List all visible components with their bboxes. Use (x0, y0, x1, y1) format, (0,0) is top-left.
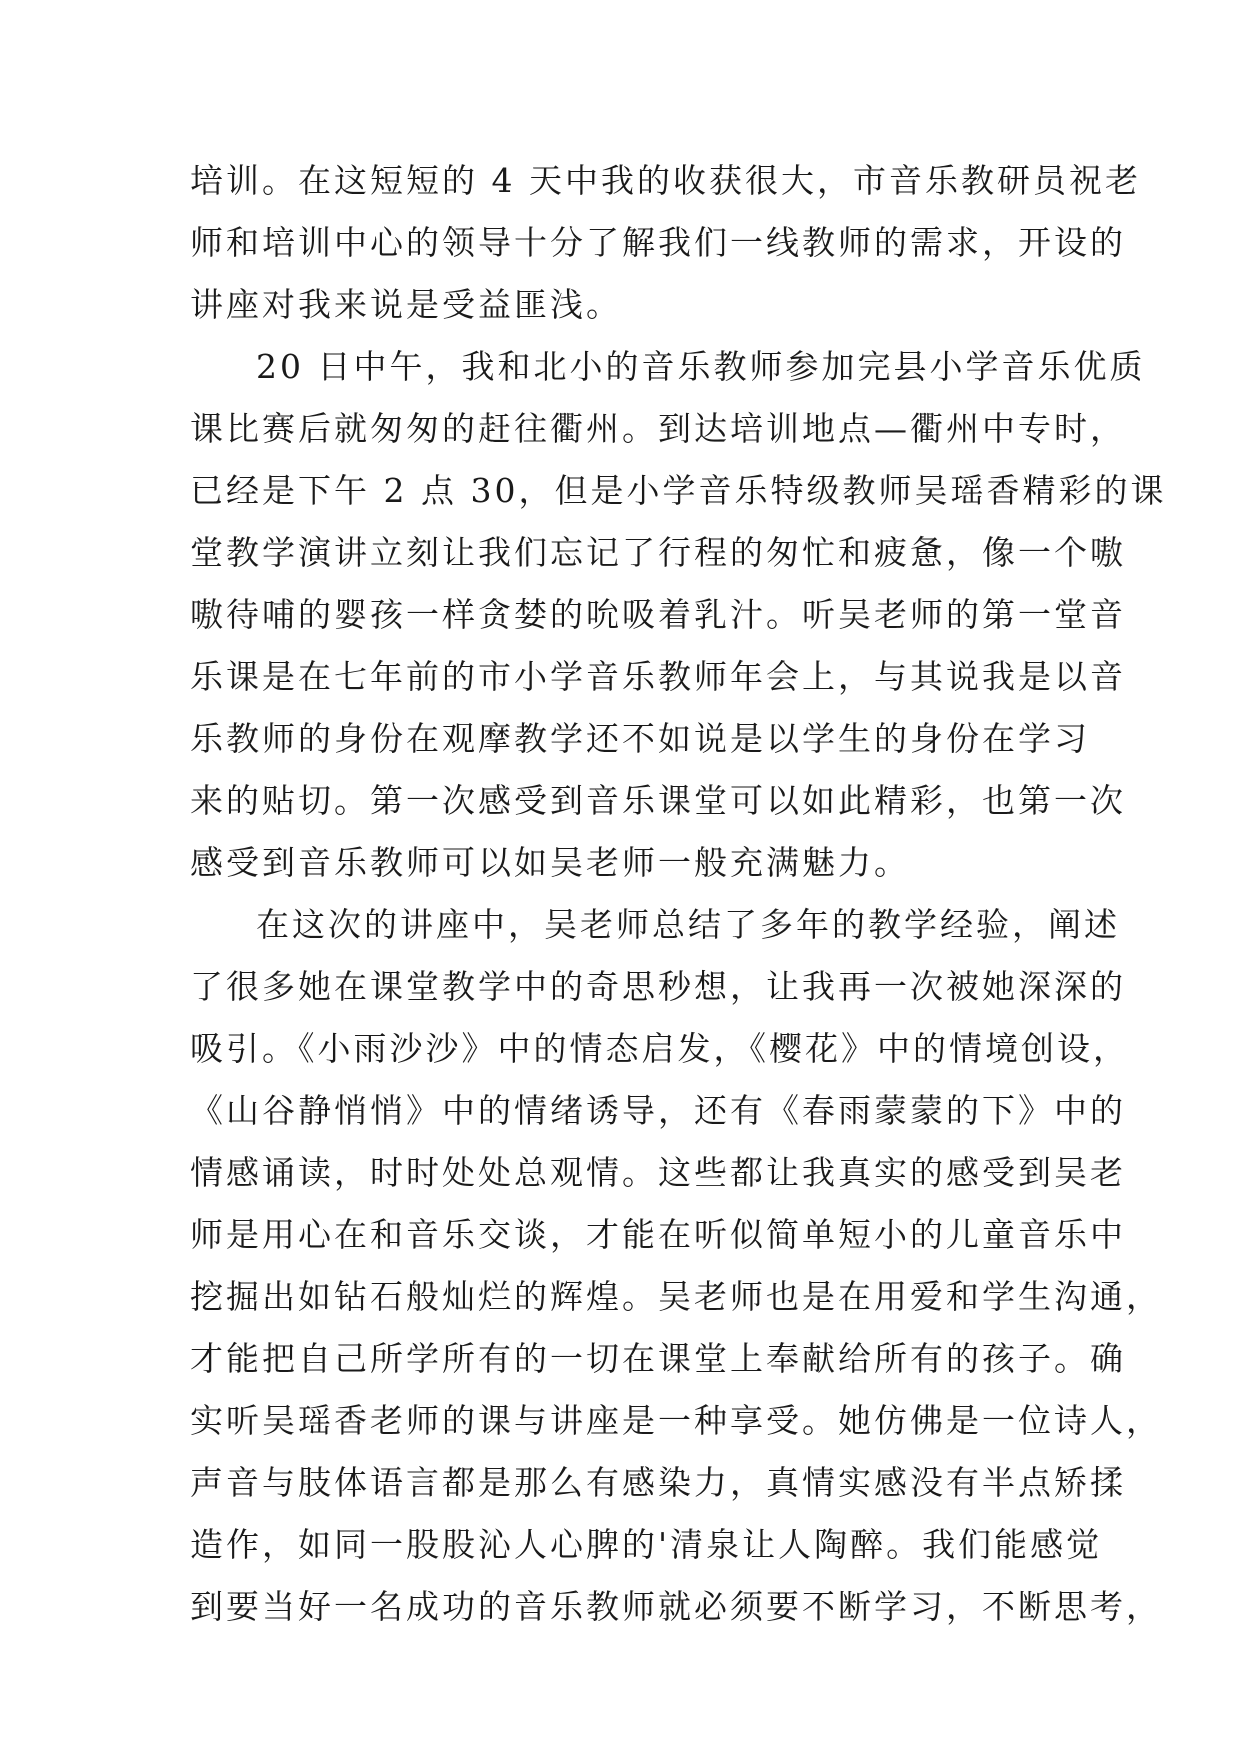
text-line: 师和培训中心的领导十分了解我们一线教师的需求，开设的 (190, 223, 1126, 262)
text-line: 乐课是在七年前的市小学音乐教师年会上，与其说我是以音 (190, 657, 1126, 696)
text-line: 感受到音乐教师可以如吴老师一般充满魅力。 (190, 843, 910, 882)
text-line: 已经是下午 2 点 30，但是小学音乐特级教师吴瑶香精彩的课 (190, 471, 1167, 510)
text-line: 声音与肢体语言都是那么有感染力，真情实感没有半点矫揉 (190, 1463, 1126, 1502)
paragraph-first-line: 20 日中午，我和北小的音乐教师参加完县小学音乐优质 (256, 347, 1146, 386)
text-line: 师是用心在和音乐交谈，才能在听似简单短小的儿童音乐中 (190, 1215, 1126, 1254)
document-body (190, 150, 1167, 1638)
paragraph-first-line: 在这次的讲座中，吴老师总结了多年的教学经验，阐述 (256, 905, 1120, 944)
text-line: 情感诵读，时时处处总观情。这些都让我真实的感受到吴老 (190, 1153, 1126, 1192)
text-line: 了很多她在课堂教学中的奇思秒想，让我再一次被她深深的 (190, 967, 1126, 1006)
text-line: 吸引。《小雨沙沙》中的情态启发，《樱花》中的情境创设， (190, 1029, 1129, 1068)
text-line: 挖掘出如钻石般灿烂的辉煌。吴老师也是在用爱和学生沟通， (190, 1277, 1162, 1316)
text-line: 造作，如同一股股沁人心脾的'清泉让人陶醉。我们能感觉 (190, 1525, 1103, 1564)
text-line: 到要当好一名成功的音乐教师就必须要不断学习，不断思考， (190, 1587, 1162, 1626)
text-line: 培训。在这短短的 4 天中我的收获很大，市音乐教研员祝老 (190, 161, 1141, 200)
text-line: 乐教师的身份在观摩教学还不如说是以学生的身份在学习 (190, 719, 1090, 758)
text-line: 来的贴切。第一次感受到音乐课堂可以如此精彩，也第一次 (190, 781, 1126, 820)
text-line: 嗷待哺的婴孩一样贪婪的吮吸着乳汁。听吴老师的第一堂音 (190, 595, 1126, 634)
text-line: 课比赛后就匆匆的赶往衢州。到达培训地点—衢州中专时， (190, 409, 1126, 448)
text-line: 讲座对我来说是受益匪浅。 (190, 285, 622, 324)
text-line: 实听吴瑶香老师的课与讲座是一种享受。她仿佛是一位诗人， (190, 1401, 1162, 1440)
text-line: 《山谷静悄悄》中的情绪诱导，还有《春雨蒙蒙的下》中的 (190, 1091, 1126, 1130)
text-line: 才能把自己所学所有的一切在课堂上奉献给所有的孩子。确 (190, 1339, 1126, 1378)
text-line: 堂教学演讲立刻让我们忘记了行程的匆忙和疲惫，像一个嗷 (190, 533, 1126, 572)
